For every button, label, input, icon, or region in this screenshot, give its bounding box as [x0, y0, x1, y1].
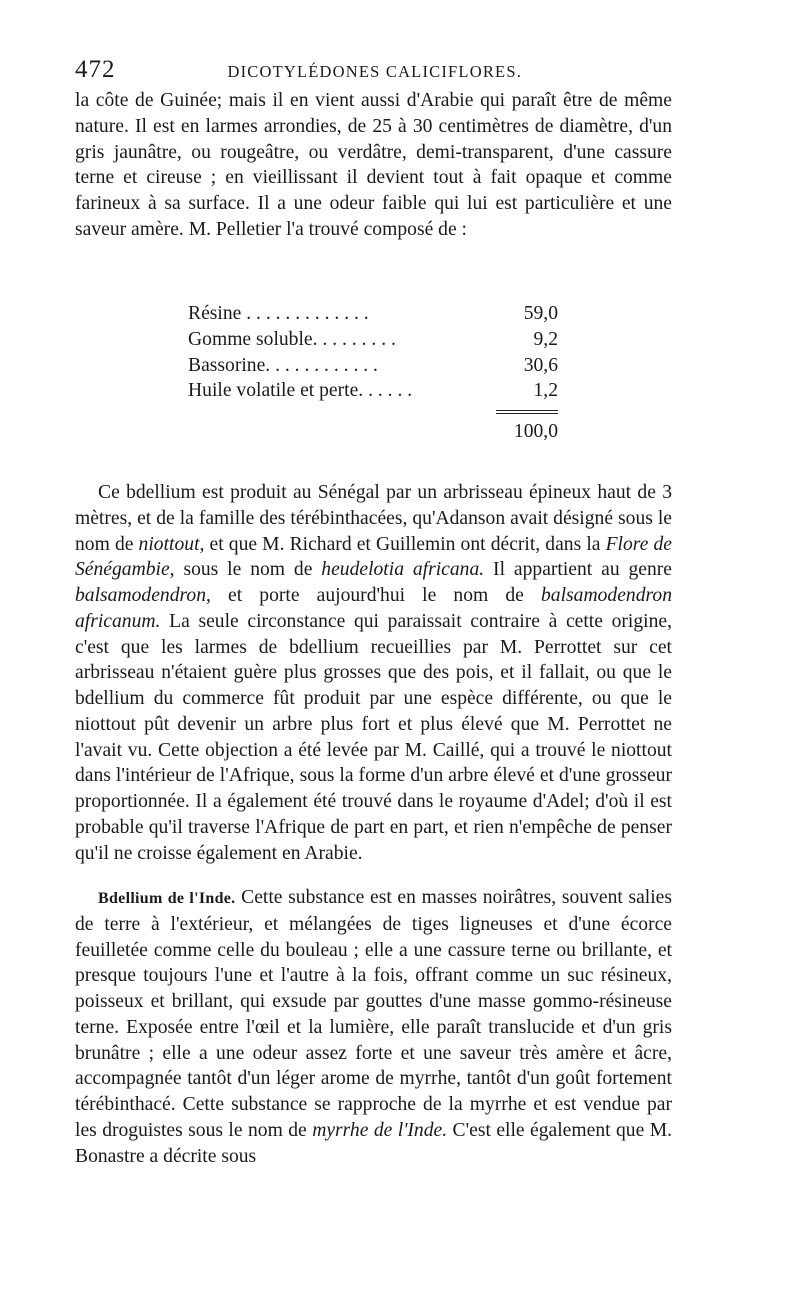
section-heading: Bdellium de l'Inde. — [98, 890, 236, 907]
page-number: 472 — [75, 56, 116, 83]
opening-paragraph-block — [75, 88, 672, 243]
composition-table — [188, 301, 558, 442]
text-run: Cette substance est en masses noirâtres, souvent salies de terre à l'extérieur, et mélangées de tiges ligneuses et d'une écorce feuilletée comme celle du bouleau ; elle a une cassure terne ou brillante, et presque toujours l'une et l'autre à la fois, offrant comme un suc résineux, poisseux et brillant, qui exsude par gouttes d'une masse gommo-résineuse terne. Exposée entre l'œil et la lumière, elle paraît translucide et d'un gris brunâtre ; elle a une odeur assez forte et une saveur très amère et âcre, accompagnée tantôt d'un léger arome de myrrhe, tantôt d'un goût fortement térébinthacé. Cette substance se rapproche de la myrrhe et est vendue par les droguistes sous le nom de — [75, 887, 672, 1141]
italic-term: heudelotia africana. — [321, 559, 485, 581]
text-run: , et que M. Richard et Guillemin ont décrit, dans la — [199, 533, 606, 555]
text-run: Il appartient au genre — [484, 559, 673, 581]
component-value: 9,2 — [533, 328, 558, 350]
component-value: 30,6 — [523, 354, 558, 376]
component-label: Huile volatile et perte. . . . . . — [188, 380, 413, 402]
sum-rule — [496, 410, 558, 414]
component-label: Gomme soluble. . . . . . . . . — [188, 328, 396, 350]
italic-term: niottout — [138, 533, 200, 555]
text-run: Ce bdellium est produit au Sénégal par un arbrisseau épineux haut de 3 mètres, et de la famille des térébinthacées, qu'Adanson avait désigné sous le nom de — [75, 482, 672, 555]
component-label: Bassorine. . . . . . . . . . . . — [188, 354, 378, 376]
opening-paragraph: la côte de Guinée; mais il en vient aussi d'Arabie qui paraît être de même nature. Il est en larmes arrondies, de 25 à 30 centimètres de diamètre, d'un gris jaunâtre, ou rougeâtre, ou verdâtre, demi-transparent, d'une cassure terne et cireuse ; en vieillissant il devient tout à fait opaque et comme farineux à sa surface. Il a une odeur faible qui lui est particulière et une saveur amère. M. Pelletier l'a trouvé composé de : — [75, 90, 672, 240]
text-run: C'est elle également que M. Bonastre a décrite sous — [75, 1119, 673, 1167]
text-run: La seule circonstance qui paraissait contraire à cette origine, c'est que les larmes de bdellium recueillies par M. Perrottet sur cet arbrisseau n'étaient guère plus grosses que des pois, et il fallait, ou que le bdellium du commerce fût produit par une espèce différente, ou que le niottout pût devenir un arbre plus fort et plus élevé que M. Perrottet ne l'avait vu. Cette objection a été levée par M. Caillé, qui a trouvé le niottout dans l'intérieur de l'Afrique, sous la forme d'un arbre élevé et d'une grosseur proportionnée. Il a également été trouvé dans le royaume d'Adel; d'où il est probable qu'il traverse l'Afrique de part en part, et rien n'empêche de penser qu'il ne croisse également en Arabie. — [75, 610, 672, 864]
india-bdellium-paragraph — [75, 885, 672, 1169]
table-row — [188, 378, 558, 404]
senegal-bdellium-paragraph — [75, 480, 672, 866]
italic-term: balsamodendron africanum. — [75, 585, 672, 632]
component-value: 59,0 — [523, 303, 558, 324]
composition-total: 100,0 — [513, 421, 558, 442]
italic-term: myrrhe de l'Inde. — [312, 1119, 448, 1141]
page-header — [75, 56, 672, 84]
table-row — [188, 353, 558, 379]
running-head: DICOTYLÉDONES CALICIFLORES. — [227, 62, 523, 81]
text-run: , et porte aujourd'hui le nom de — [206, 585, 541, 606]
text-run: , sous le nom de — [169, 559, 322, 581]
table-row — [188, 327, 558, 353]
table-row — [188, 301, 558, 327]
component-label: Résine . . . . . . . . . . . . . — [188, 303, 369, 324]
italic-term: Flore de Sénégambie — [75, 533, 673, 581]
italic-term: balsamodendron — [75, 585, 206, 606]
component-value: 1,2 — [533, 380, 558, 402]
